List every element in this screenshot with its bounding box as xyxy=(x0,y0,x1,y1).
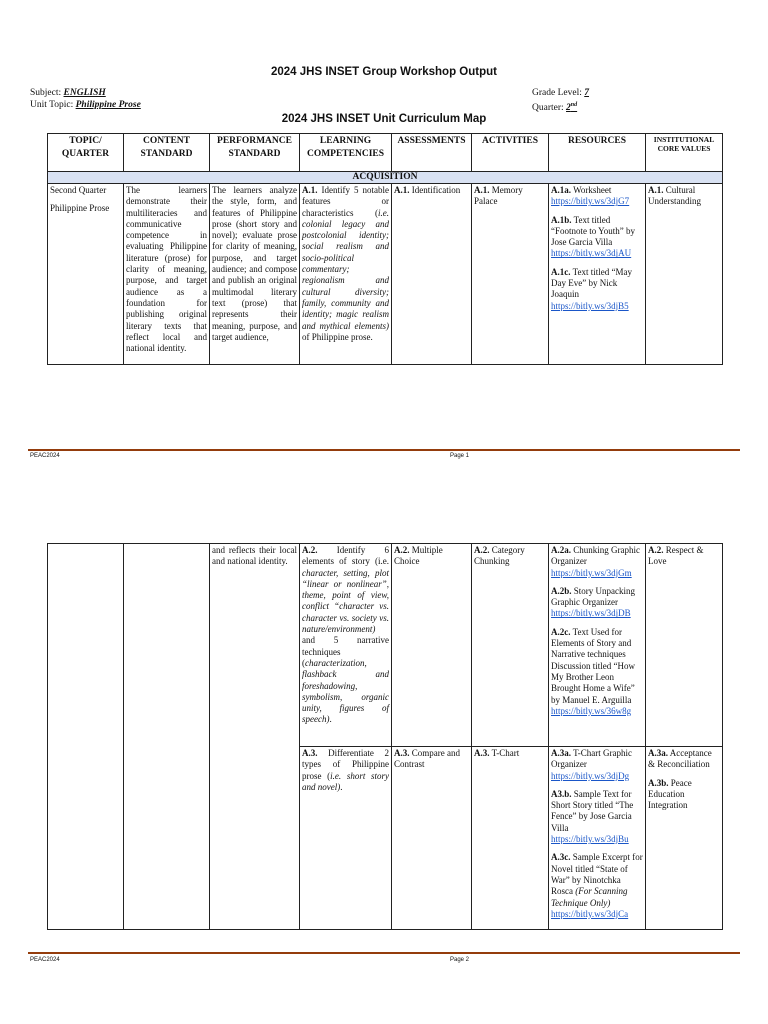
resource-link[interactable]: https://bitly.ws/3djGm xyxy=(551,567,632,578)
resource-link[interactable]: https://bitly.ws/3djAU xyxy=(551,248,632,259)
topic-cell: Second Quarter Philippine Prose xyxy=(48,184,124,365)
table-row xyxy=(48,544,723,747)
content-standard-cell xyxy=(124,544,210,930)
header-resources: RESOURCES xyxy=(549,134,646,172)
performance-standard-cell: and reflects their local and national identity. xyxy=(210,544,300,930)
map-title: 2024 JHS INSET Unit Curriculum Map xyxy=(281,113,487,125)
footer-left: PEAC2024 xyxy=(30,957,60,963)
activity-cell: A.1. Memory Palace xyxy=(472,184,549,365)
footer-page-number: Page 2 xyxy=(450,957,470,963)
resource-link[interactable]: https://bitly.ws/3djDB xyxy=(551,608,631,619)
acquisition-band: ACQUISITION xyxy=(48,172,723,184)
doc-title: 2024 JHS INSET Group Workshop Output xyxy=(271,66,497,78)
header-activities: ACTIVITIES xyxy=(472,134,549,172)
table-row xyxy=(48,184,723,365)
quarter-value: 2nd xyxy=(566,102,578,114)
footer-rule xyxy=(28,952,740,954)
assessment-cell: A.2. Multiple Choice xyxy=(392,544,472,747)
subject-line xyxy=(30,88,106,99)
activity-cell: A.3. T-Chart xyxy=(472,747,549,930)
resources-cell: A.1a. Worksheet https://bitly.ws/3djG7 A.1b. Text titled “Footnote to Youth” by Jose Garcia Villa https://bitly.ws/3djAU A.1c. Text titled “May Day Eve” by Nick Joaquin https://bitly.ws/3djB5 xyxy=(549,184,646,365)
resources-cell: A.3a. T-Chart Graphic Organizer https://bitly.ws/3djDg A3.b. Sample Text for Short Story titled “The Fence” by Jose Garcia Villa https://bitly.ws/3djBu A.3c. Sample Excerpt for Novel titled “State of War” by Ninotchka Rosca (For Scanning Technique Only) https://bitly.ws/3djCa xyxy=(549,747,646,930)
performance-standard-cell: The learners analyze the style, form, and features of Philippine prose (short story and novel); evaluate prose for clarity of meaning, purpose, and target audience; and compose and publish an original multimodal literary text (prose) that represents their meaning, purpose, and target audience, xyxy=(210,184,300,365)
resource-link[interactable]: https://bitly.ws/3djB5 xyxy=(551,300,629,311)
footer-rule xyxy=(28,449,740,451)
header-assessments: ASSESSMENTS xyxy=(392,134,472,172)
unit-label: Unit Topic: xyxy=(30,100,74,110)
resource-link[interactable]: https://bitly.ws/3djG7 xyxy=(551,196,630,207)
header-competencies: LEARNING COMPETENCIES xyxy=(300,134,392,172)
competency-cell: A.2. Identify 6 elements of story (i.e. character, setting, plot “linear or nonlinear”, theme, point of view, conflict “character vs. character vs. society vs. nature/environment) and 5 narrative techniques (characterization, flashback and foreshadowing, symbolism, organic unity, figures of speech). xyxy=(300,544,392,747)
header-core-values: INSTITUTIONAL CORE VALUES xyxy=(646,134,723,172)
grade-label: Grade Level: xyxy=(532,88,582,98)
header-topic: TOPIC/ QUARTER xyxy=(48,134,124,172)
resource-link[interactable]: https://bitly.ws/3djCa xyxy=(551,908,629,919)
competency-cell: A.3. Differentiate 2 types of Philippine prose (i.e. short story and novel). xyxy=(300,747,392,930)
footer-page-number: Page 1 xyxy=(450,453,470,459)
curriculum-table-page2 xyxy=(47,543,723,930)
grade-value: 7 xyxy=(584,88,589,98)
core-values-cell: A.1. Cultural Understanding xyxy=(646,184,723,365)
resource-link[interactable]: https://bitly.ws/3djBu xyxy=(551,834,629,845)
header-content: CONTENT STANDARD xyxy=(124,134,210,172)
topic-cell xyxy=(48,544,124,930)
header-performance: PERFORMANCE STANDARD xyxy=(210,134,300,172)
competency-cell: A.1. Identify 5 notable features or characteristics (i.e. colonial legacy and postcolonial identity; social realism and socio-political commentary; regionalism and cultural diversity; family, community and identity; magic realism and mythical elements) of Philippine prose. xyxy=(300,184,392,365)
content-standard-cell: The learners demonstrate their multiliteracies and communicative competence in evaluating Philippine literature (prose) for clarity of meaning, purpose, and target audience as a foundation for publishing original literary texts that reflect local and national identity. xyxy=(124,184,210,365)
subject-value: ENGLISH xyxy=(63,88,106,98)
core-values-cell: A.3a. Acceptance & Reconciliation A.3b. Peace Education Integration xyxy=(646,747,723,930)
resource-link[interactable]: https://bitly.ws/36w8g xyxy=(551,705,632,716)
resources-cell: A.2a. Chunking Graphic Organizer https://bitly.ws/3djGm A.2b. Story Unpacking Graphic Organizer https://bitly.ws/3djDB A.2c. Text Used for Elements of Story and Narrative techniques Discussion titled “How My Brother Leon Brought Home a Wife” by Manuel E. Arguilla https://bitly.ws/36w8g xyxy=(549,544,646,747)
grade-line xyxy=(532,88,589,99)
activity-cell: A.2. Category Chunking xyxy=(472,544,549,747)
footer-left: PEAC2024 xyxy=(30,453,60,459)
curriculum-table-page1 xyxy=(47,133,723,365)
unit-line xyxy=(30,100,141,111)
header-row xyxy=(48,134,723,172)
resource-link[interactable]: https://bitly.ws/3djDg xyxy=(551,770,630,781)
assessment-cell: A.3. Compare and Contrast xyxy=(392,747,472,930)
quarter-label: Quarter: xyxy=(532,103,564,114)
core-values-cell: A.2. Respect & Love xyxy=(646,544,723,747)
assessment-cell: A.1. Identification xyxy=(392,184,472,365)
subject-label: Subject: xyxy=(30,88,62,98)
unit-value: Philippine Prose xyxy=(75,100,141,110)
